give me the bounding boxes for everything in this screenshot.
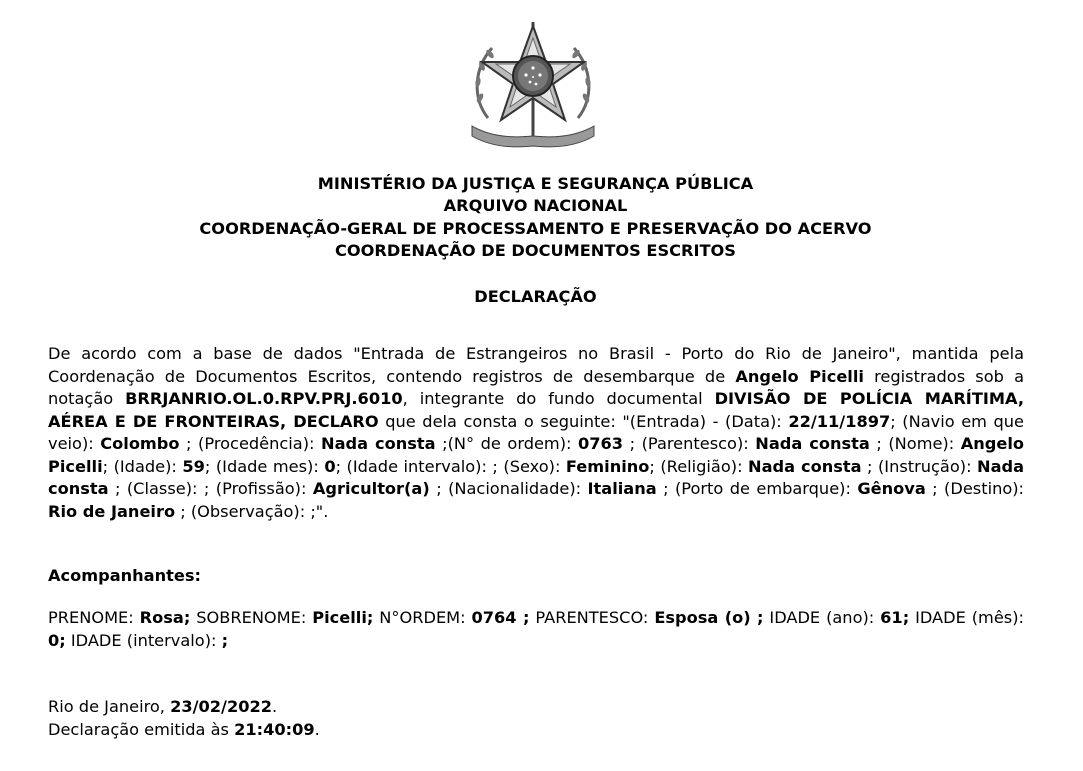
body-text-segment: que dela consta o seguinte: "(Entrada) - (Data): [378,411,789,431]
document-title: DECLARAÇÃO [474,287,597,306]
place-label: Rio de Janeiro, [48,697,171,716]
sobrenome-value: Picelli; [312,608,374,627]
age-value: 59 [182,456,205,476]
body-text-segment: ; (Procedência): [179,434,322,453]
body-text-segment: ; (Nome): [869,434,961,453]
body-text-segment: ; (Porto de embarque): [656,479,858,498]
issue-time: 21:40:09 [234,719,315,739]
body-text-segment: ; (Destino): [925,479,1025,498]
place-date-line [48,696,1024,719]
nationality-value: Italiana [587,479,657,498]
origin-value: Nada consta [321,434,436,453]
body-text-segment: ; (Idade intervalo): ; (Sexo): [335,456,566,476]
issue-time-line [48,719,1024,742]
companion-entry [48,607,1024,652]
sex-value: Feminino [565,456,650,476]
time-label: Declaração emitida às [48,719,235,739]
parentesco-label: PARENTESCO: [529,608,655,627]
kinship-value: Nada consta [755,434,870,453]
body-text-segment: De acordo com a base de dados "Entrada de Estrangeiros no Brasil - Porto do Rio de Janeiro", mantida pela Coordenação de Documentos Escritos, contendo registros de desembarque de [48,344,1024,386]
ministry-name: MINISTÉRIO DA JUSTIÇA E SEGURANÇA PÚBLICA [317,174,754,193]
ordem-label: N°ORDEM: [373,608,472,627]
religion-value: Nada consta [748,456,862,476]
port-value: Gênova [857,479,926,498]
time-suffix: . [314,719,320,739]
archive-name: ARQUIVO NACIONAL [443,196,628,216]
coordination-name: COORDENAÇÃO DE DOCUMENTOS ESCRITOS [335,241,736,261]
issue-date: 23/02/2022 [170,697,273,716]
brazil-coat-of-arms-icon [466,18,600,152]
general-coordination-name: COORDENAÇÃO-GERAL DE PROCESSAMENTO E PRESERVAÇÃO DO ACERVO [199,218,872,238]
education-value: Nada consta [48,456,1025,498]
idade-mes-label: IDADE (mês): [909,608,1024,627]
ship-name: Colombo [100,434,180,453]
name-value: Angelo Picelli [48,434,1025,476]
entry-date: 22/11/1897 [788,411,891,431]
body-text-segment: ; (Instrução): [861,456,978,476]
idade-value: 61; [880,608,910,627]
prenome-label: PRENOME: [48,608,140,627]
body-text-segment: ; (Navio em que veio): [48,411,1025,453]
body-text-segment: ; (Observação): ;". [175,501,329,521]
profession-value: Agricultor(a) [312,479,430,498]
notation: BRRJANRIO.OL.0.RPV.PRJ.6010 [125,389,403,408]
companions-heading: Acompanhantes: [48,566,201,585]
body-text-segment: ; (Classe): ; (Profissão): [108,479,313,498]
declaration-body [48,343,1024,523]
sobrenome-label: SOBRENOME: [190,608,313,627]
body-text-segment: ;(N° de ordem): [435,434,579,453]
ordem-value: 0764 ; [471,608,530,627]
document-header [0,173,1071,263]
body-text-segment: ; (Idade): [102,456,183,476]
idade-label: IDADE (ano): [763,608,881,627]
parentesco-value: Esposa (o) ; [654,608,764,627]
fund-name: DIVISÃO DE POLÍCIA MARÍTIMA, AÉREA E DE FRONTEIRAS, DECLARO [48,389,1024,431]
body-text-segment: ; (Nacionalidade): [429,479,588,498]
document-footer [48,696,1024,741]
body-text-segment: ; (Religião): [649,456,749,476]
age-months-value: 0 [324,456,336,476]
body-text-segment: , integrante do fundo documental [402,389,715,408]
idade-intervalo-value: ; [221,630,229,650]
order-number: 0763 [578,434,624,453]
date-suffix: . [272,697,278,716]
idade-mes-value: 0; [48,630,66,650]
idade-intervalo-label: IDADE (intervalo): [65,630,222,650]
body-text-segment: registrados sob a notação [48,366,1025,408]
person-name: Angelo Picelli [735,366,864,386]
body-text-segment: ; (Parentesco): [623,434,756,453]
destination-value: Rio de Janeiro [48,501,176,521]
prenome-value: Rosa; [139,608,191,627]
body-text-segment: ; (Idade mes): [204,456,325,476]
